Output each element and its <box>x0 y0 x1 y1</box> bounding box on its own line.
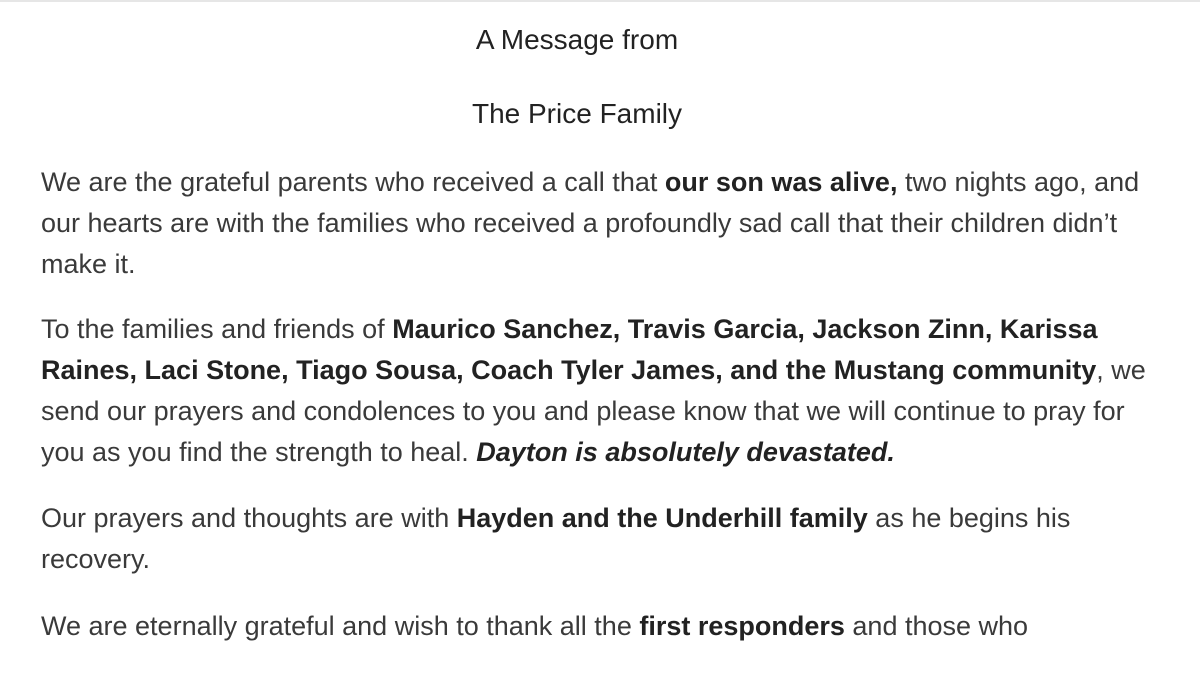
paragraph-4 <box>41 606 1161 647</box>
paragraph-2-text-b: , we send our prayers and condolences to you and please know that we will continue to pray for you as you find the strength to heal. <box>41 355 1146 467</box>
letter-document <box>41 18 1161 647</box>
paragraph-2-emphasis-italic: Dayton is absolutely devastated. <box>476 437 895 467</box>
cropped-next-line <box>41 668 1141 677</box>
paragraph-1-text-a: We are the grateful parents who received a call that <box>41 167 665 197</box>
paragraph-4-text-a: We are eternally grateful and wish to thank all the <box>41 611 640 641</box>
paragraph-1-text-b: two nights ago, and our hearts are with the families who received a profoundly sad call that their children didn’t make it. <box>41 167 1140 279</box>
paragraph-2 <box>41 309 1161 473</box>
paragraph-3 <box>41 498 1161 580</box>
paragraph-3-bold: Hayden and the Underhill family <box>456 503 868 533</box>
paragraph-1 <box>41 162 1161 285</box>
title-line-1: A Message from <box>475 24 679 55</box>
paragraph-2-names: Maurico Sanchez, Travis Garcia, Jackson Zinn, Karissa Raines, Laci Stone, Tiago Sousa, Coach Tyler James, and the Mustang community <box>41 314 1098 385</box>
paragraph-2-emphasis <box>476 437 895 467</box>
paragraph-4-text-b: and those who <box>844 611 1029 641</box>
top-border <box>0 0 1200 2</box>
title-line-2: The Price Family <box>471 98 683 129</box>
paragraph-1-bold: our son was alive, <box>664 167 898 197</box>
paragraph-3-text-b: as he begins his recovery. <box>41 503 1071 574</box>
paragraph-4-bold: first responders <box>639 611 845 641</box>
paragraph-2-text-a: To the families and friends of <box>41 314 393 344</box>
paragraph-3-text-a: Our prayers and thoughts are with <box>41 503 457 533</box>
